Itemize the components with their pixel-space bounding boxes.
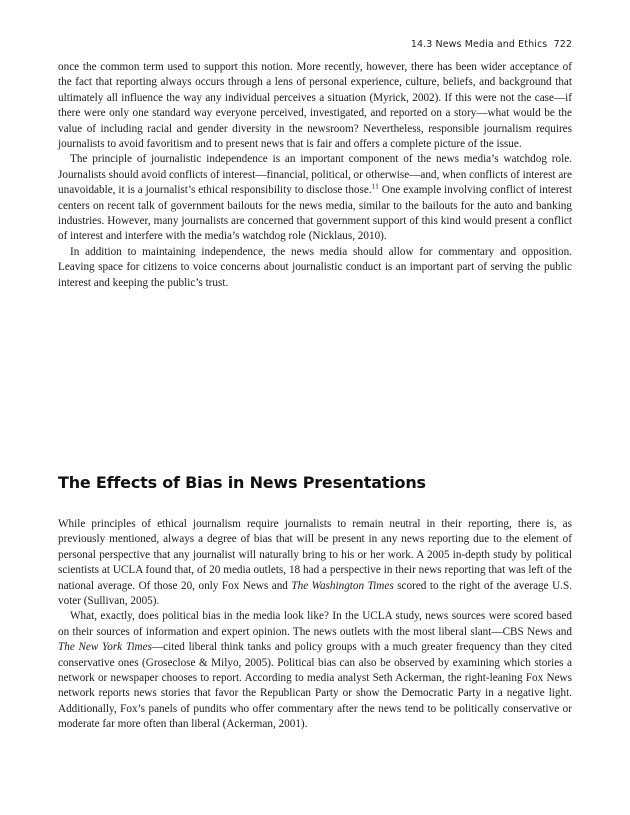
publication-title-washington-times: The Washington Times — [291, 579, 394, 592]
paragraph-independence-text-a: The principle of journalistic independence is an important component of the news media’s watchdog role. Journalists should avoid conflicts of interest—financial, political, or otherwise—and, when conflicts of interest are unavoidable, it is a journalist’s ethical responsibility to disclose those. — [58, 153, 572, 197]
paragraph-bias-study-text-a: While principles of ethical journalism require journalists to remain neutral in their reporting, there is, as previously mentioned, always a degree of bias that will be present in any news reporting due to the element of personal perspective that any journalist will naturally bring to his or her work. A 2005 in-depth study by political scientists at UCLA found that, of 20 media outlets, 18 had a perspective in their news reporting that was left of the national average. Of those 20, only Fox News and — [58, 518, 572, 592]
paragraph-political-bias — [58, 609, 572, 732]
paragraph-commentary: In addition to maintaining independence, the news media should allow for commentary and opposition. Leaving space for citizens to voice concerns about journalistic conduct is an important part of serving the public interest and keeping the public’s trust. — [58, 245, 572, 289]
paragraph-independence — [58, 152, 572, 244]
paragraph-continued: once the common term used to support this notion. More recently, however, there has been wider acceptance of the fact that reporting always occurs through a lens of personal experience, culture, beliefs, and background that ultimately all influence the way any individual perceives a situation (Myrick, 2002). If this were not the case—if there were only one standard way everyone perceived, investigated, and reported on a story—what would be the value of including racial and gender diversity in the newsroom? Nevertheless, responsible journalism requires journalists to avoid favoritism and to present news that is fair and offers a complete picture of the issue. — [58, 61, 572, 151]
top-text-block — [58, 60, 572, 291]
publication-title-nyt: The New York Times — [58, 641, 152, 654]
footnote-marker: 11 — [371, 181, 379, 191]
paragraph-political-bias-text-a: What, exactly, does political bias in the media look like? In the UCLA study, news sources were scored based on their sources of information and expert opinion. The news outlets with the most liberal slant—CBS News and — [58, 610, 572, 638]
paragraph-independence-text-b: One example involving conflict of interest centers on recent talk of government bailouts for the news media, similar to the bailouts for the auto and banking industries. However, many journalists are concerned that government support of this kind would present a conflict of interest and interfere with the media’s watchdog role (Nicklaus, 2010). — [58, 184, 572, 243]
paragraph-political-bias-text-b: —cited liberal think tanks and policy groups with a much greater frequency than they cited conservative ones (Groseclose & Milyo, 2005). Political bias can also be observed by examining which stories a network or newspaper chooses to report. According to media analyst Seth Ackerman, the right-leaning Fox News network reports news stories that favor the Republican Party or show the Democratic Party in a negative light. Additionally, Fox’s panels of pundits who offer commentary after the news tend to be politically conservative or moderate far more often than liberal (Ackerman, 2001). — [58, 641, 572, 731]
running-head-section: 14.3 News Media and Ethics — [410, 39, 548, 50]
section-heading: The Effects of Bias in News Presentations — [58, 473, 426, 492]
running-head — [411, 39, 572, 50]
paragraph-bias-study-text-b: scored to the right of the average U.S. voter (Sullivan, 2005). — [58, 579, 572, 608]
page-number: 722 — [553, 39, 572, 50]
section-text-block — [58, 517, 572, 733]
paragraph-bias-study — [58, 517, 572, 609]
